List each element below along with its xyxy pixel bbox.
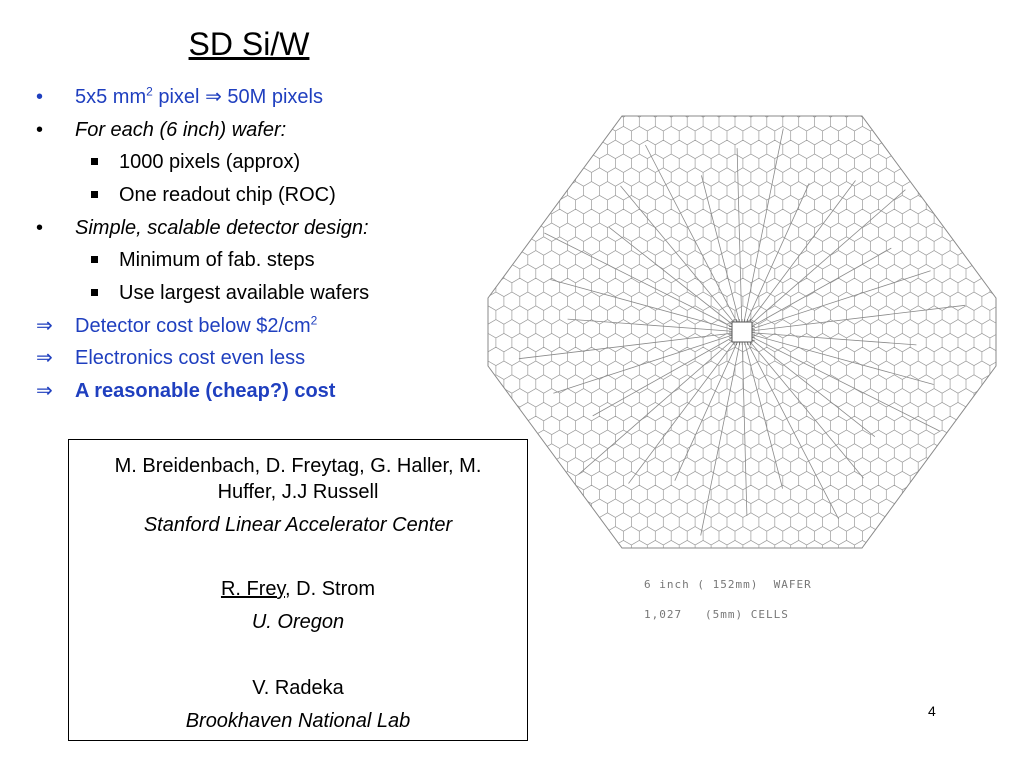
implies-arrow: ⇒ (36, 347, 53, 369)
credits-box (68, 439, 528, 741)
readout-trace (519, 332, 742, 359)
credits-frey: R. Frey (220, 578, 286, 600)
readout-trace (742, 183, 809, 332)
arrow-detector-cost: Detector cost below $\$2/cm^2$ (75, 313, 318, 337)
credits-oregon: U. Oregon (251, 611, 345, 633)
credits-slac: Stanford Linear Accelerator Center (143, 514, 453, 536)
sub-bullet-square (91, 191, 98, 198)
page-number: 4 (928, 703, 936, 719)
readout-chip (732, 322, 752, 342)
sub-bullet-roc: One readout chip (ROC) (119, 184, 336, 206)
readout-trace (550, 280, 742, 333)
bullet-per-wafer: For each (6 inch) wafer: (75, 119, 287, 141)
credits-bnl: Brookhaven National Lab (185, 710, 411, 732)
arrow-electronics-cost: Electronics cost even less (75, 347, 306, 369)
readout-trace (742, 332, 916, 345)
bullet-dot: • (36, 217, 44, 239)
readout-trace (742, 332, 783, 489)
sub-bullet-square (91, 289, 98, 296)
readout-trace (742, 332, 839, 519)
sub-bullet-wafers: Use largest available wafers (119, 282, 370, 304)
readout-trace (742, 332, 864, 478)
readout-trace (742, 248, 891, 332)
readout-trace (675, 332, 742, 481)
wafer-hex-diagram (480, 108, 1020, 568)
wafer-label-cells: 1,027 (5mm) CELLS (644, 608, 789, 621)
sub-bullet-square (91, 256, 98, 263)
bullet-design: Simple, scalable detector design: (75, 217, 369, 239)
readout-trace (568, 319, 742, 332)
slide-title: SD Si/W (188, 26, 310, 62)
readout-trace (593, 332, 742, 416)
bullet-pixel-size: 5x5 $mm^2$ pixel ⇒ 50M pixels (75, 84, 323, 108)
sub-bullet-fab-steps: Minimum of fab. steps (119, 249, 315, 271)
implies-arrow: ⇒ (36, 380, 53, 402)
readout-trace (742, 332, 934, 385)
readout-trace (544, 233, 742, 332)
sub-bullet-pixels: 1000 pixels (approx) (119, 151, 301, 173)
bullet-dot: • (36, 86, 44, 108)
readout-trace (742, 305, 965, 332)
sub-bullet-square (91, 158, 98, 165)
credits-radeka: V. Radeka (252, 677, 344, 699)
readout-trace (742, 332, 747, 516)
wafer-label-size: 6 inch ( 152mm) WAFER (644, 578, 812, 591)
readout-trace (645, 145, 742, 332)
credits-names-line1: M. Breidenbach, D. Freytag, G. Haller, M. (114, 455, 482, 477)
bullet-dot: • (36, 119, 44, 141)
arrow-reasonable-cost: A reasonable (cheap?) cost (75, 380, 336, 402)
readout-trace (742, 332, 875, 437)
implies-arrow: ⇒ (36, 315, 53, 337)
credits-names-line2: Huffer, J.J Russell (217, 481, 379, 503)
credits-oregon-names: R. Frey, D. Strom (220, 578, 376, 600)
